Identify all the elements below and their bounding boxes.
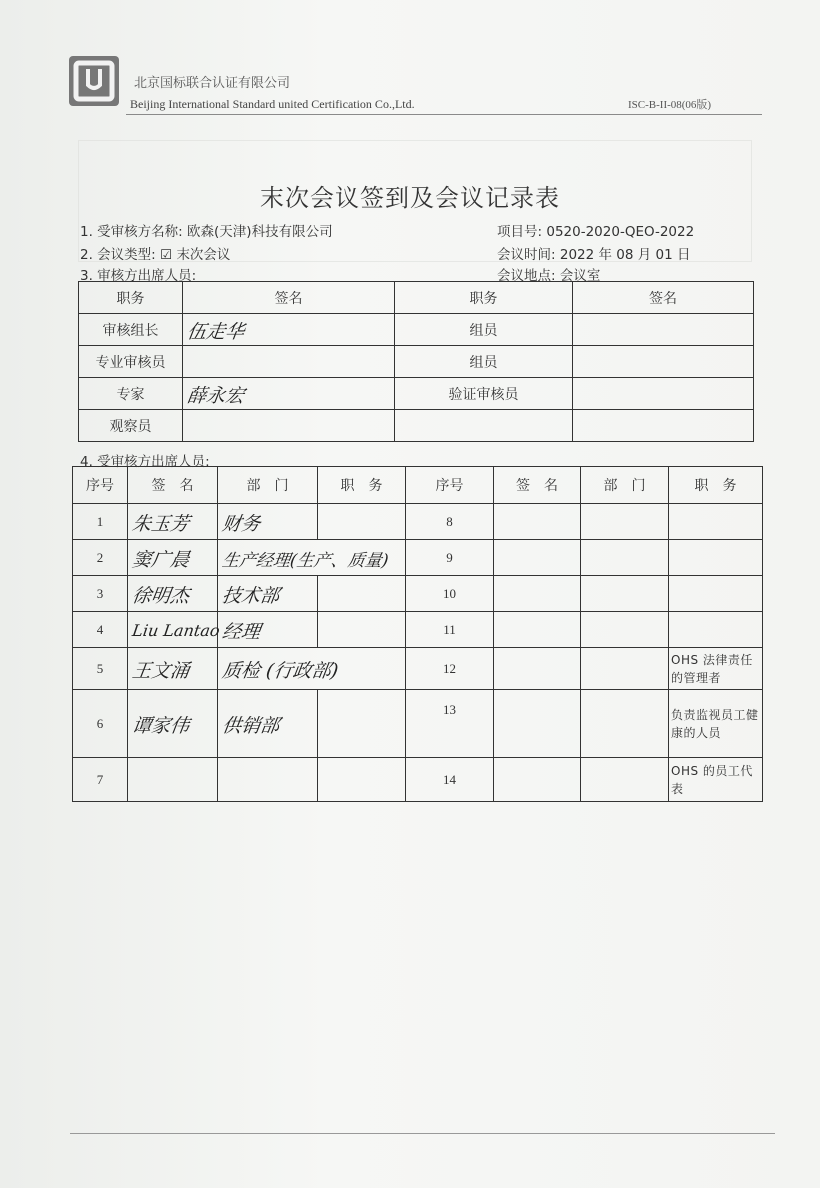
role-cell: 专家: [79, 378, 183, 410]
handwritten-signature: 谭家伟: [123, 690, 223, 758]
row-number: 8: [406, 504, 494, 540]
column-header: 职 务: [669, 467, 763, 504]
table-row: [73, 690, 763, 758]
column-header: 签 名: [494, 467, 581, 504]
meeting-place-value: 会议室: [559, 268, 601, 284]
signature-cell: [573, 346, 754, 378]
signature-cell: [494, 576, 581, 612]
signature-cell: [573, 314, 754, 346]
table-row: [73, 504, 763, 540]
handwritten-signature: 朱玉芳: [125, 504, 220, 540]
department-cell: [581, 540, 669, 576]
row-number: 7: [73, 758, 128, 802]
row-number: 2: [73, 540, 128, 576]
table-row: [79, 346, 754, 378]
title-note: [669, 540, 763, 576]
column-header: 签 名: [128, 467, 218, 504]
department-cell: [581, 504, 669, 540]
title-note: [669, 504, 763, 540]
handwritten-department: 财务: [215, 504, 320, 540]
certification-logo-icon: [68, 55, 120, 107]
title-cell: [318, 690, 406, 758]
handwritten-department: 经理: [215, 612, 320, 648]
company-name-en: Beijing International Standard united Certification Co.,Ltd.: [130, 97, 415, 111]
role-cell: 专业审核员: [79, 346, 183, 378]
document-code: ISC-B-II-08(06版): [628, 99, 712, 111]
meeting-place-label: 会议地点:: [497, 268, 556, 284]
department-cell: [581, 758, 669, 802]
row-number: 1: [73, 504, 128, 540]
signature-cell: [494, 758, 581, 802]
role-cell: 审核组长: [79, 314, 183, 346]
row-number: 11: [406, 612, 494, 648]
meeting-type-line: [80, 243, 230, 263]
table-row: [79, 314, 754, 346]
signature-cell: [573, 410, 754, 442]
meeting-type-checkbox: ☑: [160, 247, 173, 263]
auditee-name-line: [80, 220, 333, 240]
signature-cell: [494, 540, 581, 576]
row-number: 14: [406, 758, 494, 802]
table-row: [73, 540, 763, 576]
signature-cell: [494, 612, 581, 648]
auditee-attendance-table: [72, 466, 763, 802]
row-number: 3: [73, 576, 128, 612]
title-cell: [318, 758, 406, 802]
table-row: [73, 648, 763, 690]
role-cell: 组员: [395, 346, 573, 378]
role-cell: 组员: [395, 314, 573, 346]
handwritten-signature: 薛永宏: [180, 378, 396, 410]
row-number: 5: [73, 648, 128, 690]
auditor-attendees-label: 3. 审核方出席人员:: [80, 268, 197, 284]
title-note: OHS 法律责任的管理者: [669, 648, 763, 690]
table-row: [79, 378, 754, 410]
meeting-type-label: 2. 会议类型:: [80, 247, 156, 263]
table-row: [73, 576, 763, 612]
handwritten-signature: 王文涌: [125, 648, 221, 690]
title-note: OHS 的员工代表: [669, 758, 763, 802]
table-header-row: [79, 282, 754, 314]
role-cell: 观察员: [79, 410, 183, 442]
title-cell: [318, 612, 406, 648]
project-value: 0520-2020-QEO-2022: [546, 224, 695, 240]
handwritten-signature: 窦广晨: [125, 540, 220, 576]
department-cell: [218, 758, 318, 802]
department-cell: [581, 576, 669, 612]
column-header: 职务: [79, 282, 183, 314]
project-line: [497, 220, 694, 240]
handwritten-signature: 徐明杰: [125, 576, 220, 612]
title-cell: [318, 576, 406, 612]
role-cell: 验证审核员: [395, 378, 573, 410]
department-cell: [581, 648, 669, 690]
table-row: [73, 612, 763, 648]
company-name-cn: 北京国标联合认证有限公司: [134, 76, 291, 91]
handwritten-signature: Liu Lantao: [125, 612, 220, 648]
row-number: 4: [73, 612, 128, 648]
column-header: 签名: [573, 282, 754, 314]
column-header: 序号: [73, 467, 128, 504]
meeting-time-label: 会议时间:: [497, 247, 556, 263]
auditee-attendees-label: 4. 受审核方出席人员:: [80, 454, 210, 470]
row-number: 10: [406, 576, 494, 612]
title-cell: [318, 504, 406, 540]
signature-cell: [128, 758, 218, 802]
title-note: 负责监视员工健康的人员: [669, 690, 763, 758]
footer-divider: [70, 1133, 775, 1134]
page-title: 末次会议签到及会议记录表: [260, 184, 560, 212]
auditee-value: 欧森(天津)科技有限公司: [187, 224, 333, 240]
title-note: [669, 576, 763, 612]
handwritten-signature: 伍走华: [180, 314, 396, 346]
column-header: 序号: [406, 467, 494, 504]
title-note: [669, 612, 763, 648]
table-row: [73, 758, 763, 802]
column-header: 职 务: [318, 467, 406, 504]
signature-cell: [573, 378, 754, 410]
handwritten-department: 质检 (行政部): [215, 648, 409, 690]
auditor-attendance-table: [78, 281, 754, 442]
handwritten-department: 生产经理(生产、质量): [215, 540, 408, 576]
header-divider: [126, 114, 762, 115]
signature-cell: [494, 690, 581, 758]
signature-cell: [494, 504, 581, 540]
row-number: 12: [406, 648, 494, 690]
department-cell: [581, 690, 669, 758]
meeting-time-line: [497, 243, 691, 263]
meeting-type-value: 末次会议: [176, 247, 231, 263]
column-header: 签名: [183, 282, 395, 314]
signature-cell: [180, 346, 396, 378]
auditee-label: 1. 受审核方名称:: [80, 224, 183, 240]
row-number: 9: [406, 540, 494, 576]
handwritten-department: 技术部: [215, 576, 320, 612]
project-label: 项目号:: [497, 224, 543, 240]
handwritten-department: 供销部: [213, 690, 323, 758]
signature-cell: [183, 410, 395, 442]
table-row: [79, 410, 754, 442]
row-number: 6: [73, 690, 128, 758]
department-cell: [581, 612, 669, 648]
signature-cell: [494, 648, 581, 690]
row-number: 13: [406, 690, 494, 758]
table-header-row: [73, 467, 763, 504]
column-header: 职务: [395, 282, 573, 314]
role-cell: [395, 410, 573, 442]
column-header: 部 门: [218, 467, 318, 504]
meeting-time-value: 2022 年 08 月 01 日: [559, 247, 691, 263]
column-header: 部 门: [581, 467, 669, 504]
